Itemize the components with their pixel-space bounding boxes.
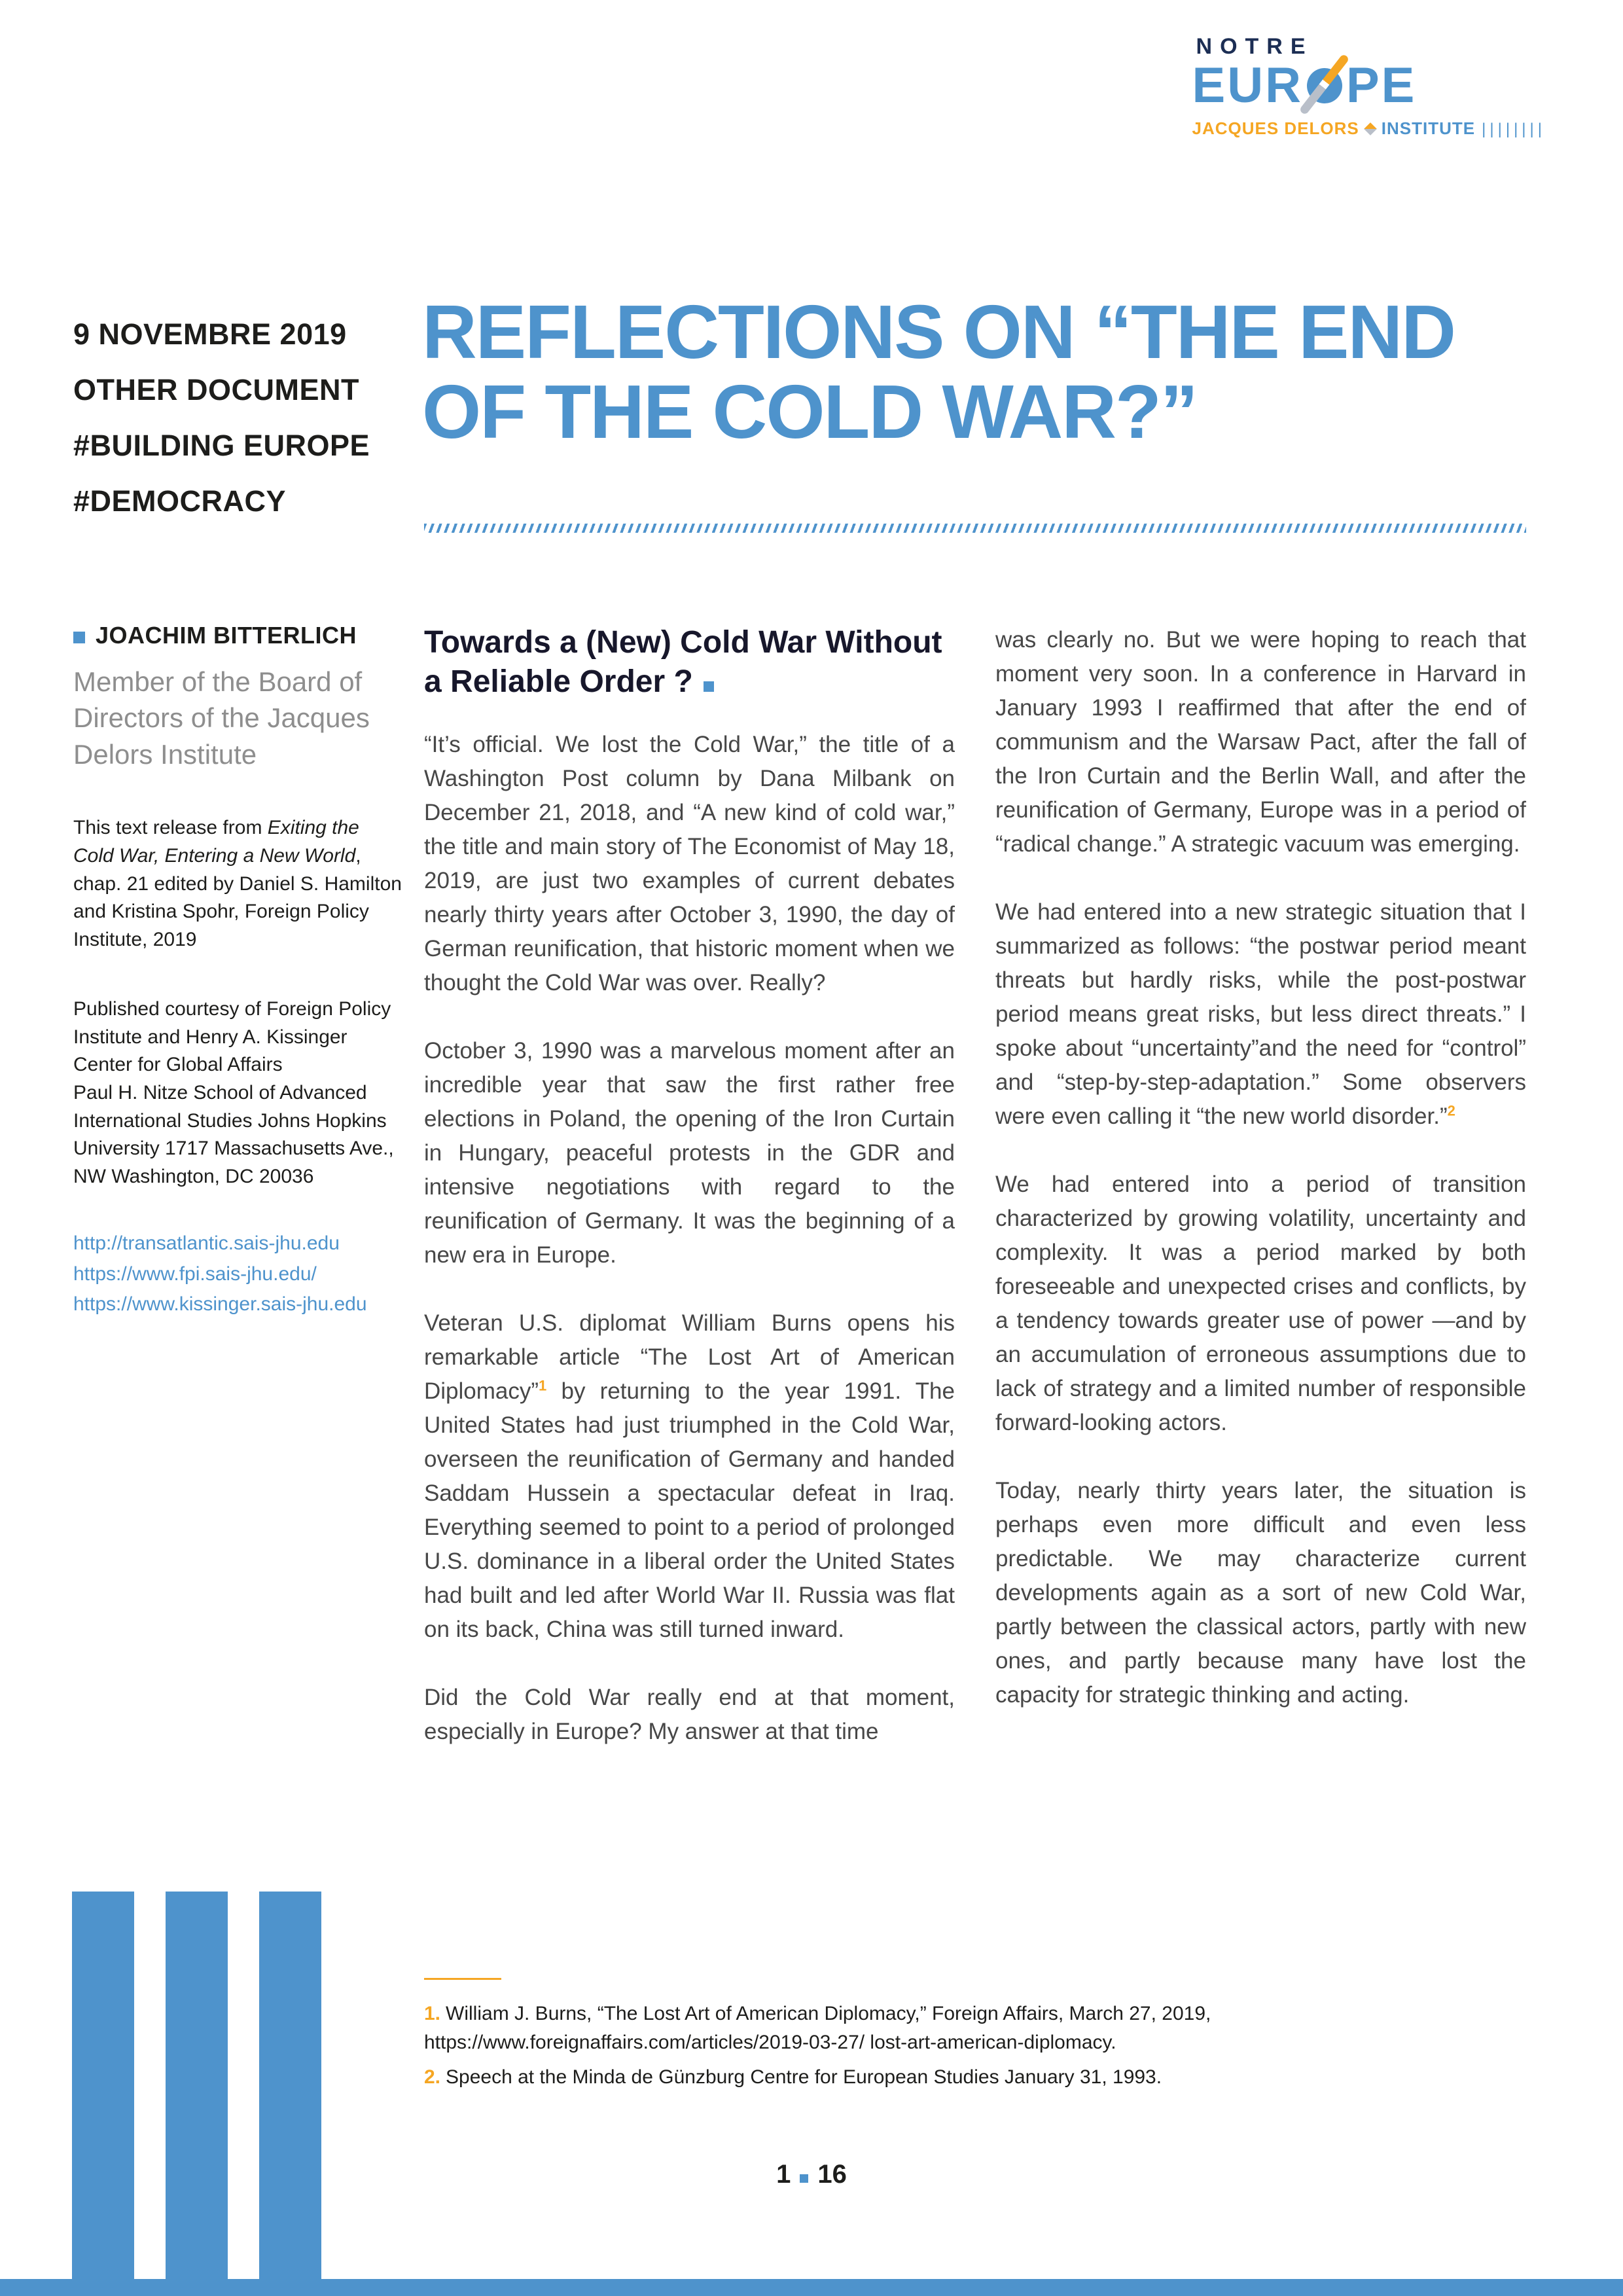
- article-column-2: [995, 623, 1526, 1783]
- decorative-bar: [166, 1892, 228, 2296]
- article-column-1: [424, 623, 955, 1783]
- source-note-book-title: Exiting the Cold War, Entering a New World: [73, 817, 359, 867]
- paragraph: We had entered into a period of transition characterized by growing volatility, uncertainty and complexity. It was a period marked by both foreseeable and unexpected crises and conflicts, by a tendency towards greater use of power —and by an accumulation of erroneous assumptions due to lack of strategy and a limited number of responsible forward-looking actors.: [995, 1172, 1526, 1435]
- courtesy-note: Published courtesy of Foreign Policy Institute and Henry A. Kissinger Center for Global Affairs: [73, 998, 391, 1076]
- page-number-current: 1: [776, 2160, 791, 2189]
- logo-institute-text: INSTITUTE: [1381, 118, 1476, 138]
- section-title: [424, 623, 955, 702]
- footnote-1-text: William J. Burns, “The Lost Art of American Diplomacy,” Foreign Affairs, March 27, 2019, https://www.foreignaffairs.com/articles/2019-03-27/ lost-art-american-diplomacy.: [424, 2003, 1211, 2053]
- footnote-1-number: 1.: [424, 2003, 441, 2024]
- logo-pe-text: PE: [1346, 58, 1417, 113]
- logo-europe-text: [1192, 58, 1546, 113]
- footnote-2-number: 2.: [424, 2066, 441, 2088]
- section-title-text: Towards a (New) Cold War Without a Reliable Order ?: [424, 625, 942, 699]
- link-kissinger[interactable]: https://www.kissinger.sais-jhu.edu: [73, 1293, 367, 1316]
- footnote-2: [424, 2063, 1526, 2092]
- bullet-square-icon: [704, 681, 714, 692]
- decorative-bar: [72, 1892, 134, 2296]
- footnotes: [424, 1978, 1526, 2098]
- page-title-line-1: REFLECTIONS ON “THE END: [422, 289, 1455, 374]
- source-note-suffix: , chap. 21 edited by Daniel S. Hamilton and Kristina Spohr, Foreign Policy Institute, 2019: [73, 844, 402, 950]
- page-title-line-2: OF THE COLD WAR?”: [422, 369, 1197, 454]
- link-transatlantic[interactable]: http://transatlantic.sais-jhu.edu: [73, 1232, 340, 1255]
- paragraph: Did the Cold War really end at that moment, especially in Europe? My answer at that time: [424, 1685, 955, 1744]
- page-number-total: 16: [817, 2160, 847, 2189]
- compass-circle-icon: [1307, 68, 1342, 103]
- paragraph: [424, 1306, 955, 1647]
- paragraph: “It’s official. We lost the Cold War,” the title of a Washington Post column by Dana Milbank on December 21, 2018, and “A new kind of cold war,” the title and main story of The Economist of May 18, 2019, are just two examples of current debates nearly thirty years after October 3, 1990, the day of German reunification, that historic moment when we thought the Cold War was over. Really?: [424, 732, 955, 996]
- paragraph: [995, 895, 1526, 1134]
- footnote-2-text: Speech at the Minda de Günzburg Centre for European Studies January 31, 1993.: [446, 2066, 1162, 2088]
- notre-europe-logo: [1192, 34, 1546, 139]
- compass-needle-icon: [1299, 54, 1350, 116]
- article-body: [424, 623, 1526, 1783]
- document-date: 9 NOVEMBRE 2019: [73, 317, 347, 351]
- logo-eur-text: EUR: [1192, 58, 1303, 113]
- needle-diamond-icon: [1364, 122, 1377, 135]
- logo-subtitle: [1192, 118, 1546, 139]
- decorative-bar: [259, 1892, 321, 2296]
- paragraph: October 3, 1990 was a marvelous moment after an incredible year that saw the first rather free elections in Poland, the opening of the Iron Curtain in Hungary, peaceful protests in the GDR and intensive negotiations with regard to the reunification of Germany. It was the beginning of a new era in Europe.: [424, 1038, 955, 1268]
- paragraph-text: Veteran U.S. diplomat William Burns opens his remarkable article “The Lost Art of American Diplomacy”: [424, 1310, 955, 1404]
- paragraph-text: We had entered into a new strategic situation that I summarized as follows: “the postwar period meant threats but hardly risks, while the post-postwar period means great risks, but less direct threats.” I spoke about “uncertainty”and the need for “control” and “step-by-step-adaptation.” Some observers were even calling it “the new world disorder.”: [995, 899, 1526, 1129]
- link-fpi[interactable]: https://www.fpi.sais-jhu.edu/: [73, 1263, 317, 1285]
- footnote-divider: [424, 1978, 501, 1980]
- page-title: [422, 289, 1535, 454]
- bullet-square-icon: [73, 632, 85, 643]
- paragraph: was clearly no. But we were hoping to reach that moment very soon. In a conference in Harvard in January 1993 I reaffirmed that after the end of communism and the Warsaw Pact, after the fall of the Iron Curtain and the Berlin Wall, and after the reunification of Germany, Europe was in a period of “radical change.” A strategic vacuum was emerging.: [995, 627, 1526, 857]
- footnote-ref-1[interactable]: 1: [539, 1377, 547, 1394]
- author-name-text: JOACHIM BITTERLICH: [96, 622, 357, 649]
- logo-notre-text: NOTRE: [1196, 34, 1313, 59]
- logo-tick-marks: ||||||||: [1482, 120, 1546, 138]
- author-sidebar: [73, 622, 404, 1320]
- footnote-1: [424, 2000, 1526, 2056]
- bullet-square-icon: [800, 2174, 808, 2183]
- author-name: [73, 622, 404, 649]
- document-type: OTHER DOCUMENT: [73, 373, 359, 406]
- source-note: [73, 814, 404, 954]
- tag-democracy: #DEMOCRACY: [73, 484, 287, 518]
- courtesy-address: Paul H. Nitze School of Advanced International Studies Johns Hopkins University 1717 Massachusetts Ave., NW Washington, DC 20036: [73, 1082, 394, 1187]
- decorative-bars: [72, 1892, 321, 2296]
- paragraph: Today, nearly thirty years later, the situation is perhaps even more difficult and even less predictable. We may characterize current developments again as a sort of new Cold War, partly between the classical actors, partly with new ones, and partly because many have lost the capacity for strategic thinking and acting.: [995, 1478, 1526, 1708]
- tag-building-europe: #BUILDING EUROPE: [73, 429, 370, 462]
- document-meta: [73, 306, 370, 529]
- footnote-ref-2[interactable]: 2: [1447, 1102, 1455, 1119]
- paragraph-text: by returning to the year 1991. The United States had just triumphed in the Cold War, overseen the reunification of Germany and handed Saddam Hussein a spectacular defeat in Iraq. Everything seemed to point to a period of prolonged U.S. dominance in a liberal order the United States had built and led after World War II. Russia was flat on its back, China was still turned inward.: [424, 1378, 955, 1642]
- hatched-divider: [424, 524, 1526, 533]
- author-role: Member of the Board of Directors of the Jacques Delors Institute: [73, 666, 370, 770]
- related-links: [73, 1229, 404, 1320]
- source-note-prefix: This text release from: [73, 817, 268, 839]
- logo-jacques-delors-text: JACQUES DELORS: [1192, 118, 1359, 138]
- bottom-strip: [0, 2279, 1623, 2296]
